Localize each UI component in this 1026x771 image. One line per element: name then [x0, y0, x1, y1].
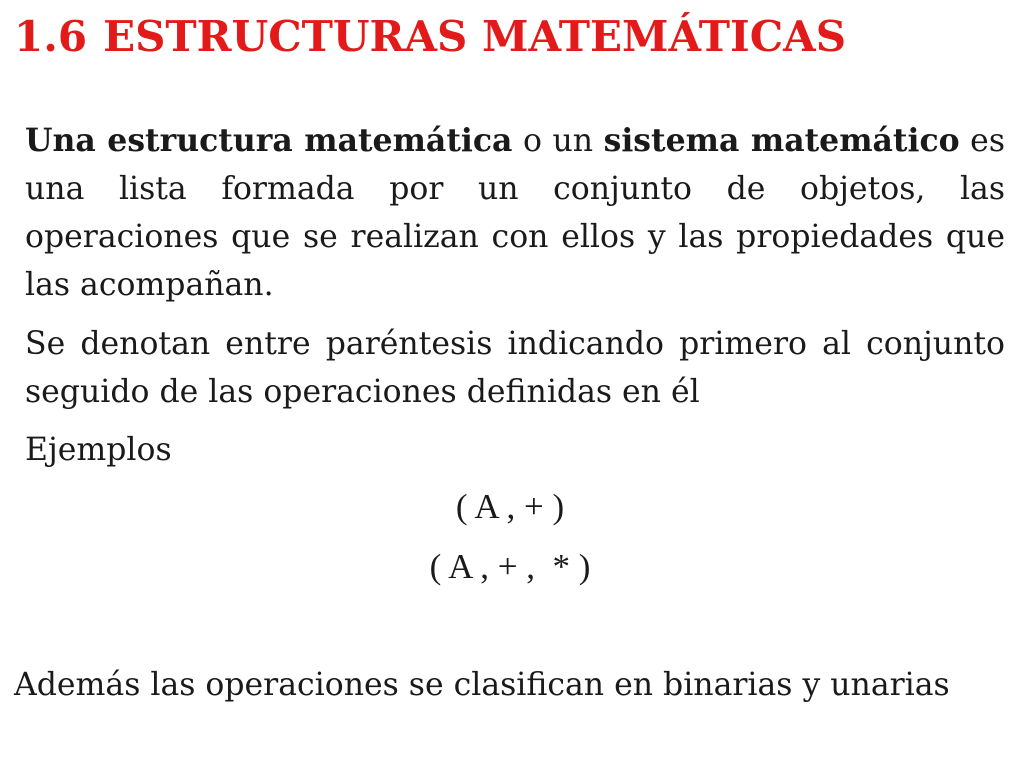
- closing-paragraph: Además las operaciones se clasifican en binarias y unarias: [14, 667, 950, 703]
- example-structure-2: ( A , + , * ): [429, 547, 591, 586]
- example-structure-1: ( A , + ): [455, 487, 565, 526]
- definition-paragraph: [25, 117, 1005, 309]
- section-title-text: ESTRUCTURAS MATEMÁTICAS: [103, 12, 847, 61]
- section-title: [14, 14, 846, 60]
- definition-body-text: es una lista formada por un conjunto de objetos, las operaciones que se realizan con ellos y las propiedades que las acompañan.: [25, 123, 1005, 303]
- notation-paragraph: Se denotan entre paréntesis indicando primero al conjunto seguido de las operaciones definidas en él: [25, 326, 1005, 410]
- term-estructura-matematica: Una estructura matemática: [25, 122, 513, 159]
- examples-label: Ejemplos: [25, 432, 172, 468]
- section-number: 1.6: [14, 12, 88, 61]
- definition-connector-text: o un: [512, 123, 604, 159]
- term-sistema-matematico: sistema matemático: [603, 122, 960, 159]
